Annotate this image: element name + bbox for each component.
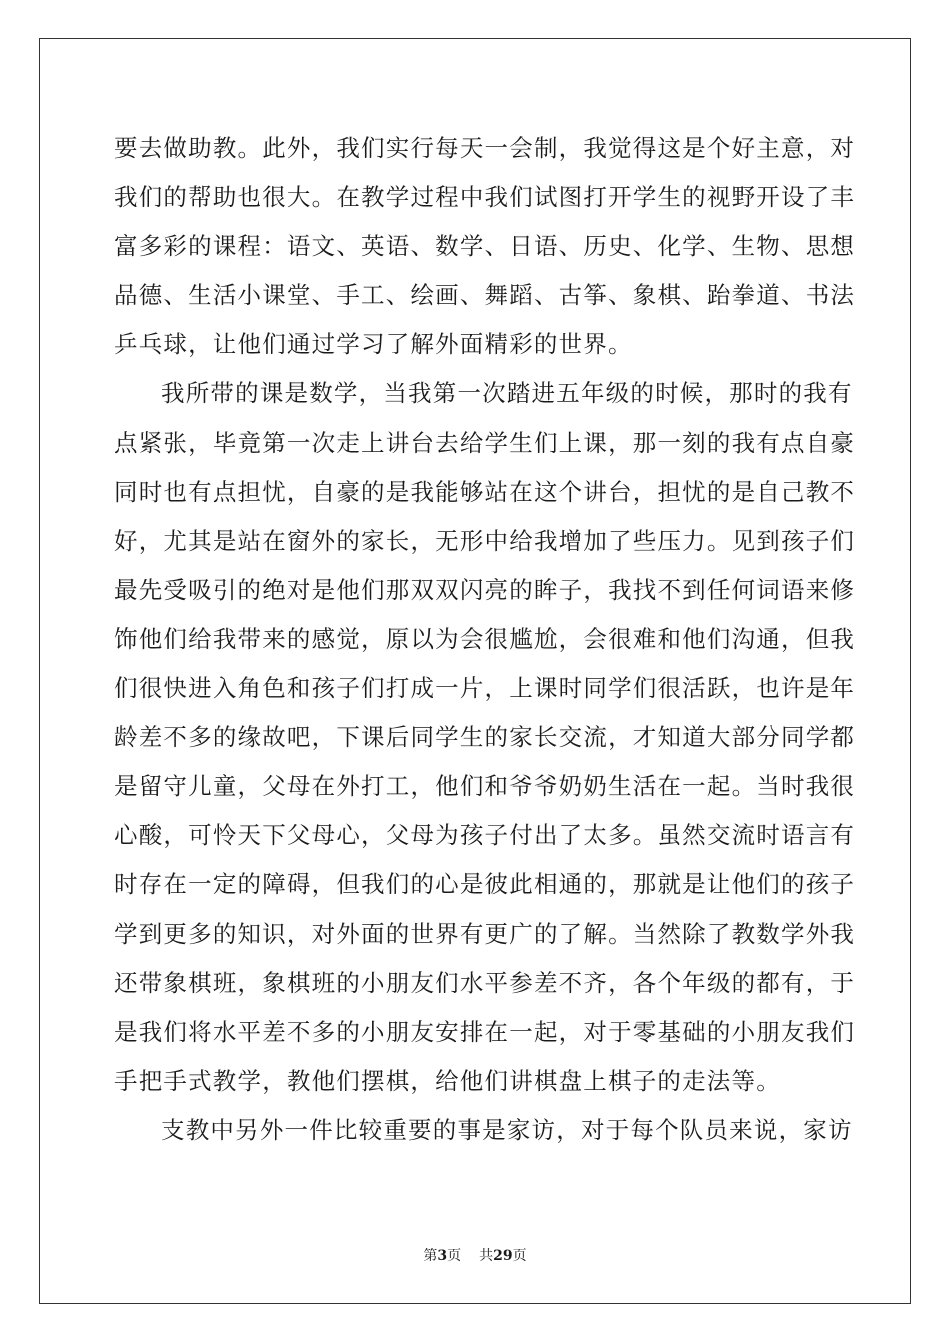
total-suffix: 页 <box>512 1248 527 1264</box>
text-line: 点 紧 张 ， 毕 竟 第 一 次 走 上 讲 台 去 给 学 生 们 上 课 ， 那 一 刻 的 我 有 点 自 豪 <box>114 428 856 457</box>
text-line: 富 多 彩 的 课 程 ： 语 文 、 英 语 、 数 学 、 日 语 、 历 史 、 化 学 、 生 物 、 思 想 <box>114 232 856 261</box>
total-prefix: 共 <box>479 1248 494 1264</box>
text-line: 我 所 带 的 课 是 数 学 ， 当 我 第 一 次 踏 进 五 年 级 的 时 候 ， 那 时 的 我 有 <box>161 379 853 408</box>
page-number: 3 <box>437 1248 448 1264</box>
text-line: 学 到 更 多 的 知 识 ， 对 外 面 的 世 界 有 更 广 的 了 解 。 当 然 除 了 教 数 学 外 我 <box>114 919 856 948</box>
text-line: 时 存 在 一 定 的 障 碍 ， 但 我 们 的 心 是 彼 此 相 通 的 ， 那 就 是 让 他 们 的 孩 子 <box>114 870 856 899</box>
text-line: 饰 他 们 给 我 带 来 的 感 觉 ， 原 以 为 会 很 尴 尬 ， 会 很 难 和 他 们 沟 通 ， 但 我 <box>114 624 856 653</box>
text-line: 乒乓球，让他们通过学习了解外面精彩的世界。 <box>114 330 633 359</box>
text-line: 龄 差 不 多 的 缘 故 吧 ， 下 课 后 同 学 生 的 家 长 交 流 ， 才 知 道 大 部 分 同 学 都 <box>114 723 856 752</box>
text-line: 们 很 快 进 入 角 色 和 孩 子 们 打 成 一 片 ， 上 课 时 同 学 们 很 活 跃 ， 也 许 是 年 <box>114 674 856 703</box>
document-body <box>114 124 856 1155</box>
text-line: 手把手式教学，教他们摆棋，给他们讲棋盘上棋子的走法等。 <box>114 1066 781 1095</box>
total-pages: 29 <box>493 1248 513 1264</box>
text-line: 品 德 、 生 活 小 课 堂 、 手 工 、 绘 画 、 舞 蹈 、 古 筝 、 象 棋 、 跆 拳 道 、 书 法 <box>114 281 856 310</box>
text-line: 好 ， 尤 其 是 站 在 窗 外 的 家 长 ， 无 形 中 给 我 增 加 了 些 压 力 。 见 到 孩 子 们 <box>114 526 856 555</box>
text-line: 是 留 守 儿 童 ， 父 母 在 外 打 工 ， 他 们 和 爷 爷 奶 奶 生 活 在 一 起 。 当 时 我 很 <box>114 772 856 801</box>
text-line: 心 酸 ， 可 怜 天 下 父 母 心 ， 父 母 为 孩 子 付 出 了 太 多 。 虽 然 交 流 时 语 言 有 <box>114 821 856 850</box>
page-footer <box>0 1245 950 1265</box>
text-line: 我 们 的 帮 助 也 很 大 。 在 教 学 过 程 中 我 们 试 图 打 开 学 生 的 视 野 开 设 了 丰 <box>114 183 856 212</box>
page-suffix: 页 <box>447 1248 462 1264</box>
text-line: 要 去 做 助 教 。 此 外 ， 我 们 实 行 每 天 一 会 制 ， 我 觉 得 这 是 个 好 主 意 ， 对 <box>114 134 856 162</box>
text-line: 还 带 象 棋 班 ， 象 棋 班 的 小 朋 友 们 水 平 参 差 不 齐 ， 各 个 年 级 的 都 有 ， 于 <box>114 968 856 997</box>
page-prefix: 第 <box>423 1248 438 1264</box>
text-line: 同 时 也 有 点 担 忧 ， 自 豪 的 是 我 能 够 站 在 这 个 讲 台 ， 担 忧 的 是 自 己 教 不 <box>114 477 856 506</box>
text-line: 是 我 们 将 水 平 差 不 多 的 小 朋 友 安 排 在 一 起 ， 对 于 零 基 础 的 小 朋 友 我 们 <box>114 1017 856 1046</box>
text-line: 最 先 受 吸 引 的 绝 对 是 他 们 那 双 双 闪 亮 的 眸 子 ， 我 找 不 到 任 何 词 语 来 修 <box>114 575 856 604</box>
text-line: 支 教 中 另 外 一 件 比 较 重 要 的 事 是 家 访 ， 对 于 每 个 队 员 来 说 ， 家 访 <box>161 1115 853 1144</box>
